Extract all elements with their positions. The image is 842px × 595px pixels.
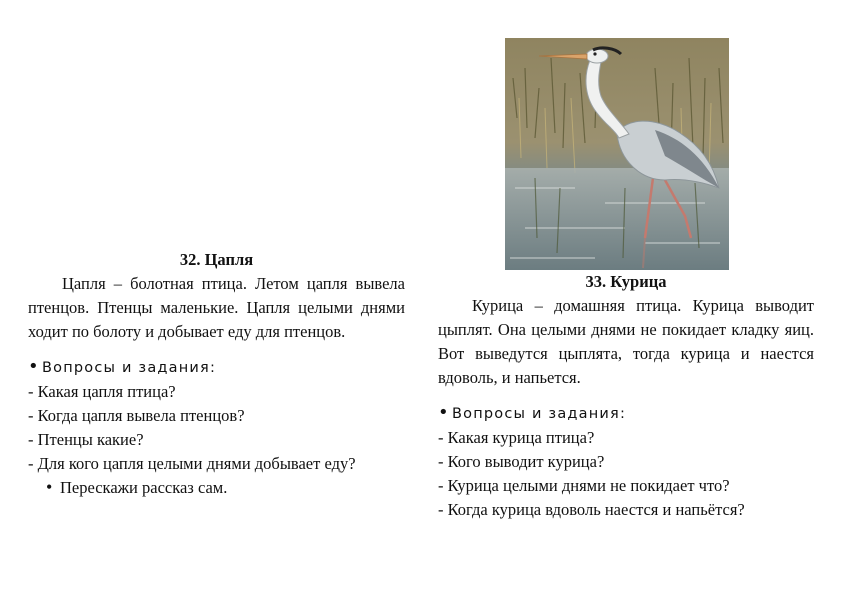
story-paragraph: Цапля – болотная птица. Летом цапля вывела птенцов. Птенцы маленькие. Цапля целыми днями ходит по болоту и добывает еду для птенцов. — [28, 274, 405, 341]
story-heron — [28, 248, 405, 500]
story-title: 32. Цапля — [179, 250, 254, 269]
story-title: 33. Курица — [585, 272, 667, 291]
story-chicken — [438, 270, 814, 522]
question-item: - Когда курица вдоволь наестся и напьётся? — [438, 500, 745, 519]
question-item: - Птенцы какие? — [28, 430, 144, 449]
retell-text: Перескажи рассказ сам. — [60, 478, 228, 497]
questions-heading — [28, 356, 405, 380]
retell-task — [28, 476, 405, 500]
question-item: - Курица целыми днями не покидает что? — [438, 476, 730, 495]
bullet-icon: • — [28, 356, 40, 377]
bullet-icon: • — [438, 402, 450, 423]
questions-heading-text: Вопросы и задания: — [452, 406, 627, 422]
question-item: - Когда цапля вывела птенцов? — [28, 406, 245, 425]
bullet-icon: • — [46, 477, 53, 497]
question-item: - Для кого цапля целыми днями добывает еду? — [28, 454, 356, 473]
story-paragraph: Курица – домашняя птица. Курица выводит цыплят. Она целыми днями не покидает кладку яиц. Вот выведутся цыплята, тогда курица и наестся вдоволь, и напьется. — [438, 296, 814, 387]
question-item: - Какая цапля птица? — [28, 382, 176, 401]
questions-heading-text: Вопросы и задания: — [42, 360, 217, 376]
questions-list — [438, 426, 814, 522]
heron-photo — [505, 38, 729, 270]
question-item: - Кого выводит курица? — [438, 452, 605, 471]
question-item: - Какая курица птица? — [438, 428, 595, 447]
questions-heading — [438, 402, 814, 426]
questions-list — [28, 380, 405, 476]
